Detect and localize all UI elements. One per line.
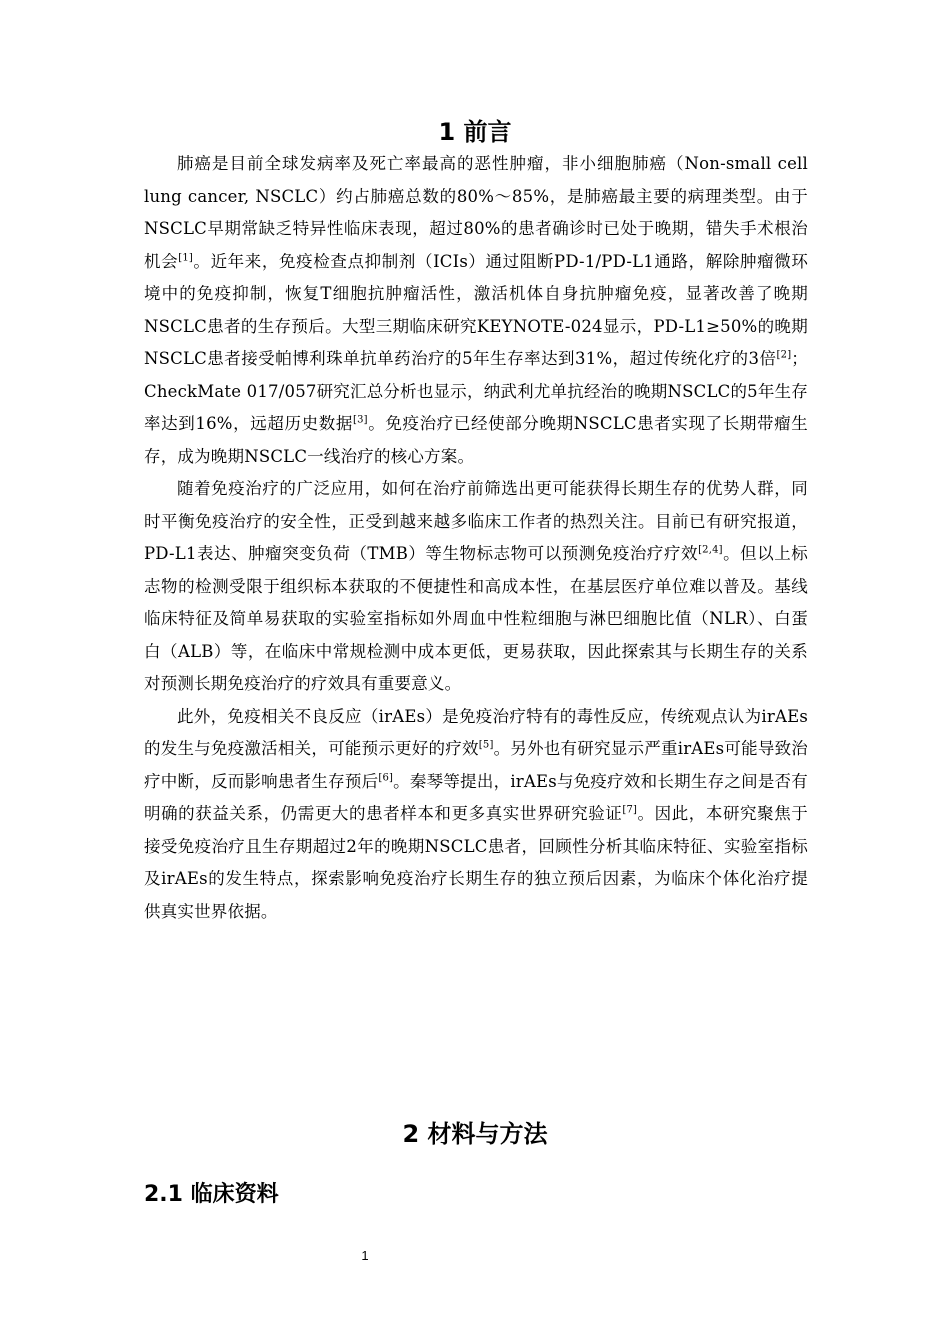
text-segment: 另外也有研究显示严重irAEs可能导致治疗中断，反而影响患者生存预后: [144, 739, 809, 791]
body-text: [144, 148, 808, 928]
text-segment: ；CheckMate 017/057研究汇总分析也显示，纳武利尤单抗经治的晚期NSCLC的5年生存率达到16%，远超历史数据: [144, 349, 808, 433]
citation-ref[interactable]: [5]: [478, 739, 494, 751]
punct: 。: [493, 739, 511, 758]
text-segment: 秦琴等提出，irAEs与免疫疗效和长期生存之间是否有明确的获益关系，仍需更大的患者样本和更多真实世界研究验证: [144, 771, 808, 823]
section-heading-2: 2 材料与方法: [402, 1120, 548, 1148]
citation-ref[interactable]: [2,4]: [698, 544, 723, 556]
citation-ref[interactable]: [6]: [378, 772, 394, 783]
text-segment: 随着免疫治疗的广泛应用，如何在治疗前筛选出更可能获得长期生存的优势人群，同时平衡免疫治疗的安全性，正受到越来越多临床工作者的热烈关注。目前已有研究报道，PD-L1表达、肿瘤突变负荷（TMB）等生物标志物可以预测免疫治疗疗效: [144, 479, 808, 563]
punct: 。: [722, 544, 741, 563]
citation-ref[interactable]: [7]: [622, 804, 638, 816]
text-segment: 免疫治疗已经使部分晚期NSCLC患者实现了长期带瘤生存，成为晚期NSCLC一线治疗的核心方案。: [144, 414, 808, 466]
punct: 。: [637, 804, 655, 823]
paragraph-1: [144, 148, 808, 473]
subsection-heading-2-1: 2.1 临床资料: [144, 1182, 279, 1207]
text-segment: 肺癌是目前全球发病率及死亡率最高的恶性肿瘤，非小细胞肺癌（Non-small cell lung cancer, NSCLC）约占肺癌总数的80%～85%，是肺癌最主要的病理类型。由于NSCLC早期常缺乏特异性临床表现，超过80%的患者确诊时已处于晚期，错失手术根治机会: [144, 154, 808, 271]
page-number: 1: [361, 1248, 369, 1263]
citation-ref[interactable]: [1]: [178, 252, 194, 263]
punct: 。: [393, 771, 410, 791]
punct: 。: [367, 414, 386, 433]
paragraph-2: [144, 473, 808, 701]
text-segment: 因此，本研究聚焦于接受免疫治疗且生存期超过2年的晚期NSCLC患者，回顾性分析其临床特征、实验室指标及irAEs的发生特点，探索影响免疫治疗长期生存的独立预后因素，为临床个体化治疗提供真实世界依据。: [144, 804, 809, 921]
citation-ref[interactable]: [3]: [353, 414, 368, 426]
paragraph-3: [144, 701, 808, 929]
text-segment: 近年来，免疫检查点抑制剂（ICIs）通过阻断PD-1/PD-L1通路，解除肿瘤微环境中的免疫抑制，恢复T细胞抗肿瘤活性，激活机体自身抗肿瘤免疫，显著改善了晚期NSCLC患者的生存预后。大型三期临床研究KEYNOTE-024显示，PD-L1≥50%的晚期NSCLC患者接受帕博利珠单抗单药治疗的5年生存率达到31%，超过传统化疗的3倍: [144, 251, 809, 368]
section-heading-1: 1 前言: [438, 118, 512, 146]
punct: 。: [193, 251, 211, 271]
text-segment: 此外，免疫相关不良反应（irAEs）是免疫治疗特有的毒性反应，传统观点认为irAEs的发生与免疫激活相关，可能预示更好的疗效: [144, 706, 808, 758]
text-segment: 但以上标志物的检测受限于组织标本获取的不便捷性和高成本性，在基层医疗单位难以普及。基线临床特征及简单易获取的实验室指标如外周血中性粒细胞与淋巴细胞比值（NLR）、白蛋白（ALB）等，在临床中常规检测中成本更低，更易获取，因此探索其与长期生存的关系对预测长期免疫治疗的疗效具有重要意义。: [144, 544, 808, 693]
citation-ref[interactable]: [2]: [776, 349, 792, 361]
